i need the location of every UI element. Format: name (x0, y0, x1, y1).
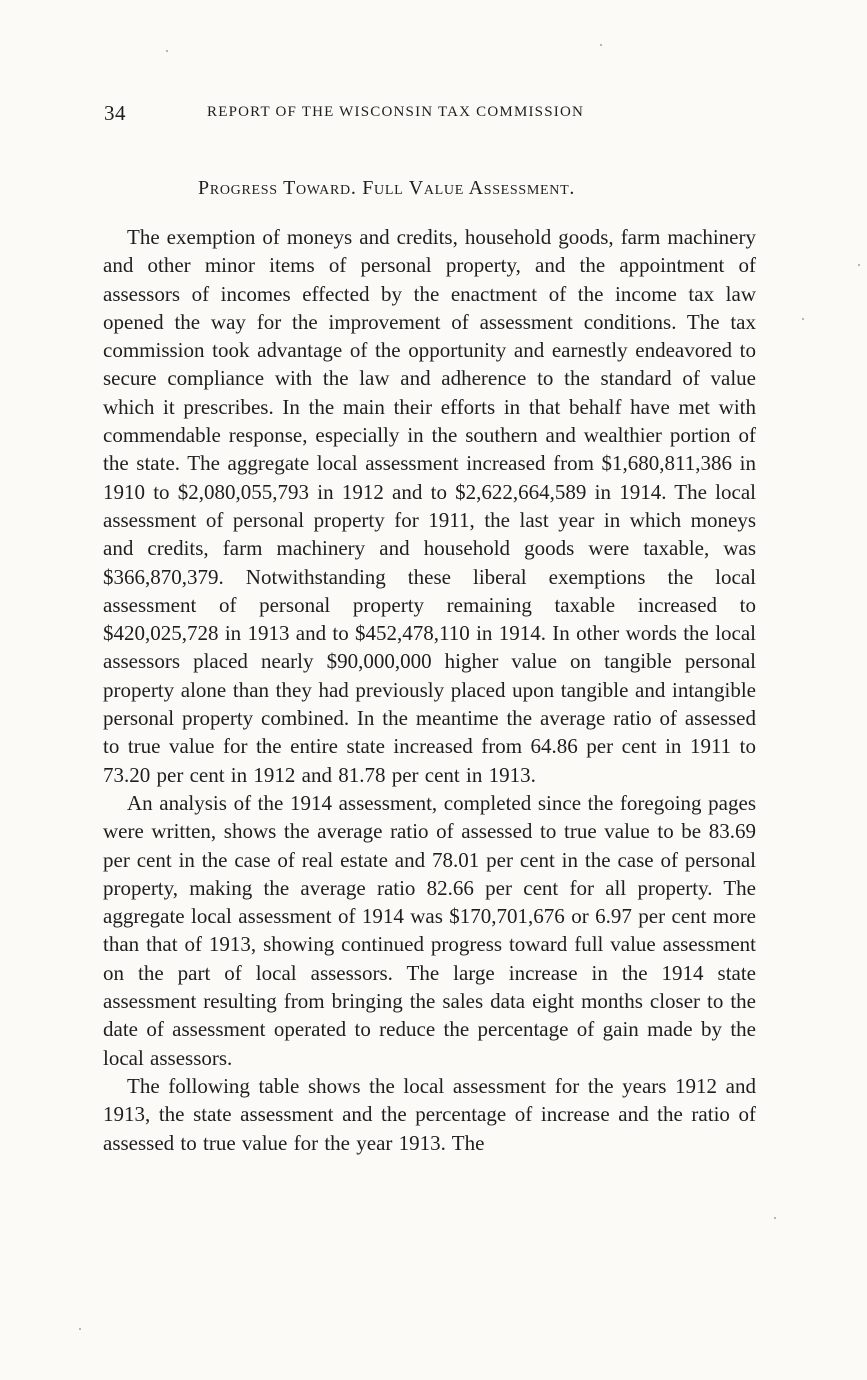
page-number: 34 (104, 101, 126, 125)
paragraph-1: The exemption of moneys and credits, household goods, farm machinery and other minor items of personal property, and the appointment of assessors of incomes effected by the enactment of the income tax law opened the way for the improvement of assessment conditions. The tax commission took advantage of the opportunity and earnestly endeavored to secure compliance with the law and adherence to the standard of value which it prescribes. In the main their efforts in that behalf have met with commendable response, especially in the southern and wealthier portion of the state. The aggregate local assessment increased from $1,680,811,386 in 1910 to $2,080,055,793 in 1912 and to $2,622,664,589 in 1914. The local assessment of personal property for 1911, the last year in which moneys and credits, farm machinery and household goods were taxable, was $366,870,379. Notwithstanding these liberal exemptions the local assessment of personal property remaining taxable increased to $420,025,728 in 1913 and to $452,478,110 in 1914. In other words the local assessors placed nearly $90,000,000 higher value on tangible personal property alone than they had previously placed upon tangible and intangible personal property combined. In the meantime the average ratio of assessed to true value for the entire state increased from 64.86 per cent in 1911 to 73.20 per cent in 1912 and 81.78 per cent in 1913. (103, 225, 756, 787)
scan-speck (858, 264, 860, 266)
paragraph-3: The following table shows the local assessment for the years 1912 and 1913, the state assessment and the percentage of increase and the ratio of assessed to true value for the year 1913. The (103, 1073, 756, 1155)
body-text (103, 223, 756, 1157)
scan-speck (600, 44, 602, 46)
scan-speck (774, 1217, 776, 1219)
scan-speck (79, 1328, 81, 1330)
scan-speck (166, 50, 168, 52)
scan-speck (802, 318, 804, 320)
section-title: Progress Toward. Full Value Assessment. (198, 177, 576, 199)
running-header-title: REPORT OF THE WISCONSIN TAX COMMISSION (207, 104, 585, 120)
paragraph-2: An analysis of the 1914 assessment, completed since the foregoing pages were written, shows the average ratio of assessed to true value to be 83.69 per cent in the case of real estate and 78.01 per cent in the case of personal property, making the average ratio 82.66 per cent for all property. The aggregate local assessment of 1914 was $170,701,676 or 6.97 per cent more than that of 1913, showing continued progress toward full value assessment on the part of local assessors. The large increase in the 1914 state assessment resulting from bringing the sales data eight months closer to the date of assessment operated to reduce the percentage of gain made by the local assessors. (103, 790, 756, 1070)
